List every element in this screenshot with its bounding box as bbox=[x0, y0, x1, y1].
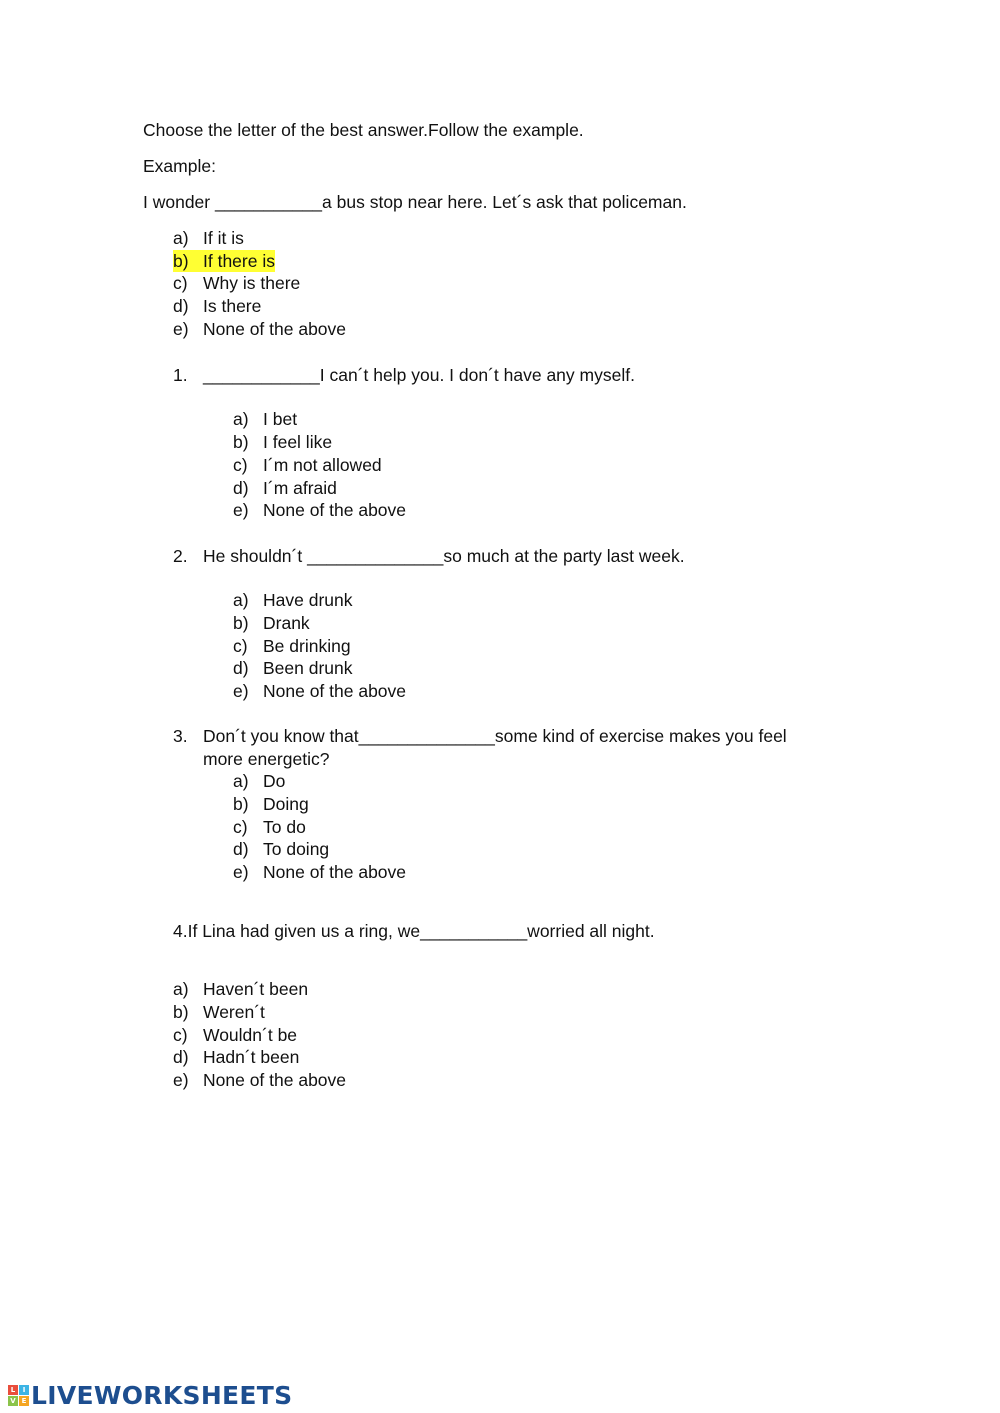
logo-block: E bbox=[19, 1396, 29, 1406]
option-text: I feel like bbox=[263, 432, 333, 452]
option-text: None of the above bbox=[203, 319, 347, 339]
example-option-e[interactable] bbox=[173, 318, 346, 340]
example-option-b-highlighted[interactable] bbox=[173, 250, 275, 272]
option-text: Weren´t bbox=[203, 1002, 265, 1022]
option-letter: b) bbox=[233, 432, 249, 452]
example-option-d[interactable] bbox=[173, 295, 261, 317]
option-letter: c) bbox=[233, 636, 248, 656]
option-letter: e) bbox=[233, 681, 249, 701]
option-text: To doing bbox=[263, 839, 330, 859]
option-letter: c) bbox=[233, 455, 248, 475]
option-text: Why is there bbox=[203, 273, 301, 293]
option-text: Doing bbox=[263, 794, 309, 814]
q3-option-c[interactable] bbox=[233, 816, 306, 838]
option-text: If there is bbox=[203, 251, 275, 271]
q2-option-c[interactable] bbox=[233, 635, 351, 657]
question-text-continued: more energetic? bbox=[203, 749, 330, 769]
logo-block: I bbox=[19, 1385, 29, 1395]
example-option-a[interactable] bbox=[173, 227, 244, 249]
option-letter: d) bbox=[173, 296, 189, 316]
q2-option-a[interactable] bbox=[233, 589, 353, 611]
q3-option-a[interactable] bbox=[233, 770, 285, 792]
option-text: I´m not allowed bbox=[263, 455, 382, 475]
option-letter: c) bbox=[173, 1025, 188, 1045]
q2-option-d[interactable] bbox=[233, 657, 353, 679]
q3-option-e[interactable] bbox=[233, 861, 406, 883]
q1-option-c[interactable] bbox=[233, 454, 382, 476]
option-text: Drank bbox=[263, 613, 310, 633]
question-number: 3. bbox=[173, 726, 188, 746]
option-text: Have drunk bbox=[263, 590, 353, 610]
question-line bbox=[173, 920, 655, 942]
q2-option-e[interactable] bbox=[233, 680, 406, 702]
option-text: Wouldn´t be bbox=[203, 1025, 298, 1045]
question-number: 2. bbox=[173, 546, 188, 566]
q1-option-b[interactable] bbox=[233, 431, 332, 453]
option-text: Is there bbox=[203, 296, 262, 316]
option-letter: e) bbox=[233, 862, 249, 882]
option-text: To do bbox=[263, 817, 306, 837]
logo-blocks-icon bbox=[8, 1385, 29, 1406]
option-text: I bet bbox=[263, 409, 298, 429]
liveworksheets-logo[interactable] bbox=[8, 1380, 292, 1410]
brand-name: LIVEWORKSHEETS bbox=[31, 1380, 293, 1410]
option-letter: d) bbox=[233, 839, 249, 859]
option-letter: a) bbox=[173, 228, 189, 248]
instructions: Choose the letter of the best answer.Follow the example. bbox=[143, 120, 584, 140]
question-number: 4. bbox=[173, 921, 188, 941]
option-text: None of the above bbox=[263, 500, 407, 520]
q1-option-a[interactable] bbox=[233, 408, 297, 430]
option-letter: e) bbox=[173, 319, 189, 339]
q1-option-e[interactable] bbox=[233, 499, 406, 521]
option-letter: e) bbox=[233, 500, 249, 520]
option-text: I´m afraid bbox=[263, 478, 337, 498]
question-number: 1. bbox=[173, 365, 188, 385]
question-text: ____________I can´t help you. I don´t have any myself. bbox=[203, 365, 635, 385]
q3-option-d[interactable] bbox=[233, 838, 329, 860]
q3-option-b[interactable] bbox=[233, 793, 309, 815]
option-text: None of the above bbox=[263, 681, 407, 701]
example-question: I wonder ___________a bus stop near here. Let´s ask that policeman. bbox=[143, 192, 687, 212]
option-letter: c) bbox=[233, 817, 248, 837]
q4-option-e[interactable] bbox=[173, 1069, 346, 1091]
q4-option-b[interactable] bbox=[173, 1001, 265, 1023]
example-option-c[interactable] bbox=[173, 272, 300, 294]
option-text: None of the above bbox=[203, 1070, 347, 1090]
option-text: None of the above bbox=[263, 862, 407, 882]
logo-block: V bbox=[8, 1396, 18, 1406]
option-letter: d) bbox=[233, 478, 249, 498]
option-text: Been drunk bbox=[263, 658, 353, 678]
option-letter: a) bbox=[233, 409, 249, 429]
option-letter: d) bbox=[233, 658, 249, 678]
option-text: Do bbox=[263, 771, 286, 791]
logo-block: L bbox=[8, 1385, 18, 1395]
question-text: Don´t you know that______________some kind of exercise makes you feel bbox=[203, 726, 787, 746]
option-letter: b) bbox=[233, 794, 249, 814]
option-letter: c) bbox=[173, 273, 188, 293]
option-letter: e) bbox=[173, 1070, 189, 1090]
option-letter: a) bbox=[233, 771, 249, 791]
q4-option-c[interactable] bbox=[173, 1024, 297, 1046]
q4-option-d[interactable] bbox=[173, 1046, 299, 1068]
option-text: If it is bbox=[203, 228, 244, 248]
option-letter: a) bbox=[173, 979, 189, 999]
option-letter: b) bbox=[233, 613, 249, 633]
example-label: Example: bbox=[143, 156, 216, 176]
option-letter: b) bbox=[173, 251, 189, 271]
option-text: Haven´t been bbox=[203, 979, 309, 999]
q2-option-b[interactable] bbox=[233, 612, 310, 634]
option-letter: b) bbox=[173, 1002, 189, 1022]
option-letter: a) bbox=[233, 590, 249, 610]
option-letter: d) bbox=[173, 1047, 189, 1067]
question-text: If Lina had given us a ring, we___________worried all night. bbox=[187, 921, 655, 941]
q1-option-d[interactable] bbox=[233, 477, 337, 499]
q4-option-a[interactable] bbox=[173, 978, 308, 1000]
option-text: Be drinking bbox=[263, 636, 351, 656]
question-text: He shouldn´t ______________so much at the party last week. bbox=[203, 546, 685, 566]
option-text: Hadn´t been bbox=[203, 1047, 300, 1067]
